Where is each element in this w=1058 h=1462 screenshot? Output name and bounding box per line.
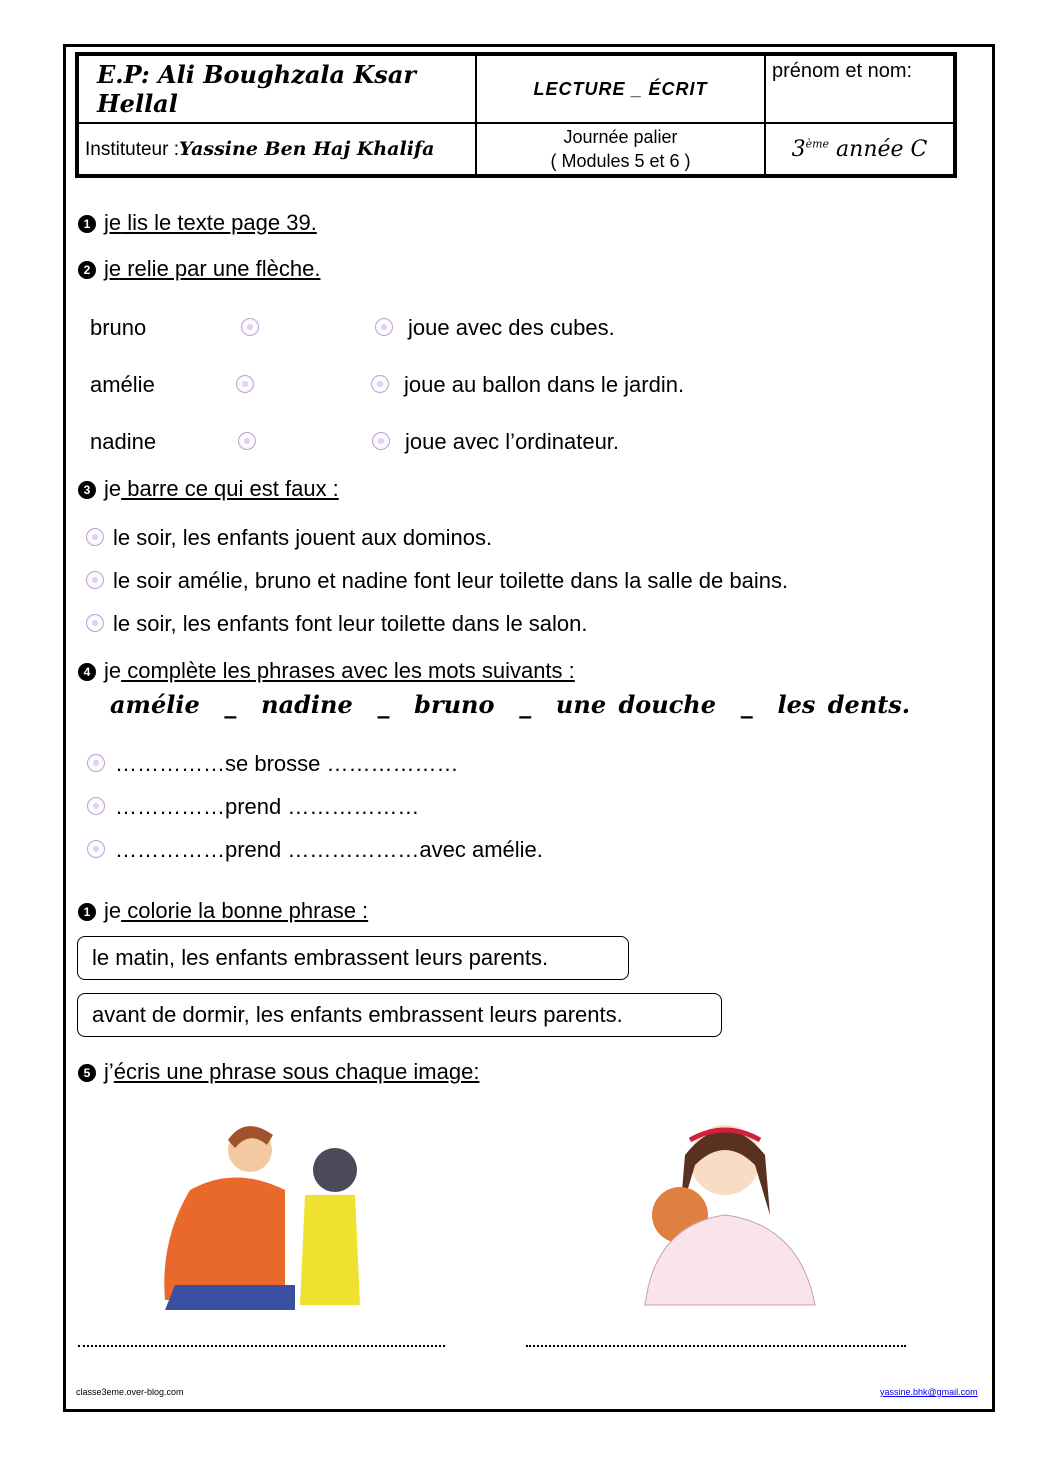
number-1-icon: 1 [78,215,96,233]
grade-number: 3 [791,136,806,162]
number-4-icon: 4 [78,663,96,681]
statement: le soir, les enfants font leur toilette dans le salon. [113,611,588,636]
ex6-prefix: j’ [104,1059,114,1084]
match-name: nadine [90,429,157,454]
fill-sentence: ……………prend ………………avec amélie. [115,837,543,862]
ex3-prefix: je [104,476,122,501]
bullet-icon [86,614,104,632]
mother-hugging-girl-image [625,1105,825,1310]
ex4-text: complète les phrases avec les mots suivants : [121,658,575,683]
exercise-4 [78,658,575,684]
match-dot-left[interactable] [238,432,256,450]
footer-email-link[interactable]: yassine.bhk@gmail.com [880,1387,978,1397]
bullet-icon [87,797,105,815]
grade-class [765,123,955,176]
name-field-label: prénom et nom: [765,54,955,123]
header-table [75,52,957,178]
number-2-icon: 2 [78,261,96,279]
statement: le soir amélie, bruno et nadine font leur toilette dans la salle de bains. [113,568,789,593]
exam-title: Journée palier [563,127,678,147]
school-name: E.P: Ali Boughzala Ksar Hellal [77,54,476,123]
ex4-prefix: je [104,658,122,683]
exercise-1 [78,210,317,236]
teacher-cell [77,123,476,176]
match-dot-right[interactable] [372,432,390,450]
sentence-option[interactable]: le matin, les enfants embrassent leurs parents. [77,936,629,980]
match-action: joue avec des cubes. [408,315,615,340]
exam-modules: ( Modules 5 et 6 ) [550,151,691,171]
exercise-5 [78,898,368,924]
number-3-icon: 3 [78,481,96,499]
match-dot-left[interactable] [236,375,254,393]
match-name: amélie [90,372,155,397]
fill-sentence: ……………se brosse ……………… [115,751,459,776]
word-bank: amélie _ nadine _ bruno _ une douche _ les dents. [110,690,911,719]
subject-title: LECTURE _ ÉCRIT [476,54,765,123]
match-dot-right[interactable] [375,318,393,336]
bullet-icon [86,571,104,589]
fill-sentence: ……………prend ……………… [115,794,420,819]
ex1-text: lis le texte page 39. [121,210,317,235]
statement: le soir, les enfants jouent aux dominos. [113,525,493,550]
match-action: joue avec l’ordinateur. [405,429,620,454]
match-action: joue au ballon dans le jardin. [404,372,685,397]
ex2-text: je relie par une flèche. [104,256,321,281]
answer-line-1[interactable] [78,1345,445,1347]
father-hugging-boy-image [155,1110,370,1310]
teacher-name: Yassine Ben Haj Khalifa [179,137,435,160]
ex1-prefix: je [104,210,122,235]
number-1-icon: 1 [78,903,96,921]
teacher-label: Instituteur : [85,138,179,160]
footer-website: classe3eme.over-blog.com [76,1387,184,1397]
exam-cell [476,123,765,176]
ex6-text: écris une phrase sous chaque image: [113,1059,480,1084]
ex3-text: barre ce qui est faux : [121,476,339,501]
exercise-3 [78,476,339,502]
grade-sup: ème [805,137,830,151]
match-name: bruno [90,315,147,340]
bullet-icon [86,528,104,546]
exercise-2 [78,256,320,282]
grade-rest: année C [829,136,928,162]
ex5-text: colorie la bonne phrase : [121,898,369,923]
number-5-icon: 5 [78,1064,96,1082]
bullet-icon [87,840,105,858]
match-dot-right[interactable] [371,375,389,393]
sentence-option[interactable]: avant de dormir, les enfants embrassent leurs parents. [77,993,722,1037]
match-dot-left[interactable] [241,318,259,336]
ex5-prefix: je [104,898,122,923]
bullet-icon [87,754,105,772]
answer-line-2[interactable] [526,1345,906,1347]
exercise-6 [78,1059,479,1085]
